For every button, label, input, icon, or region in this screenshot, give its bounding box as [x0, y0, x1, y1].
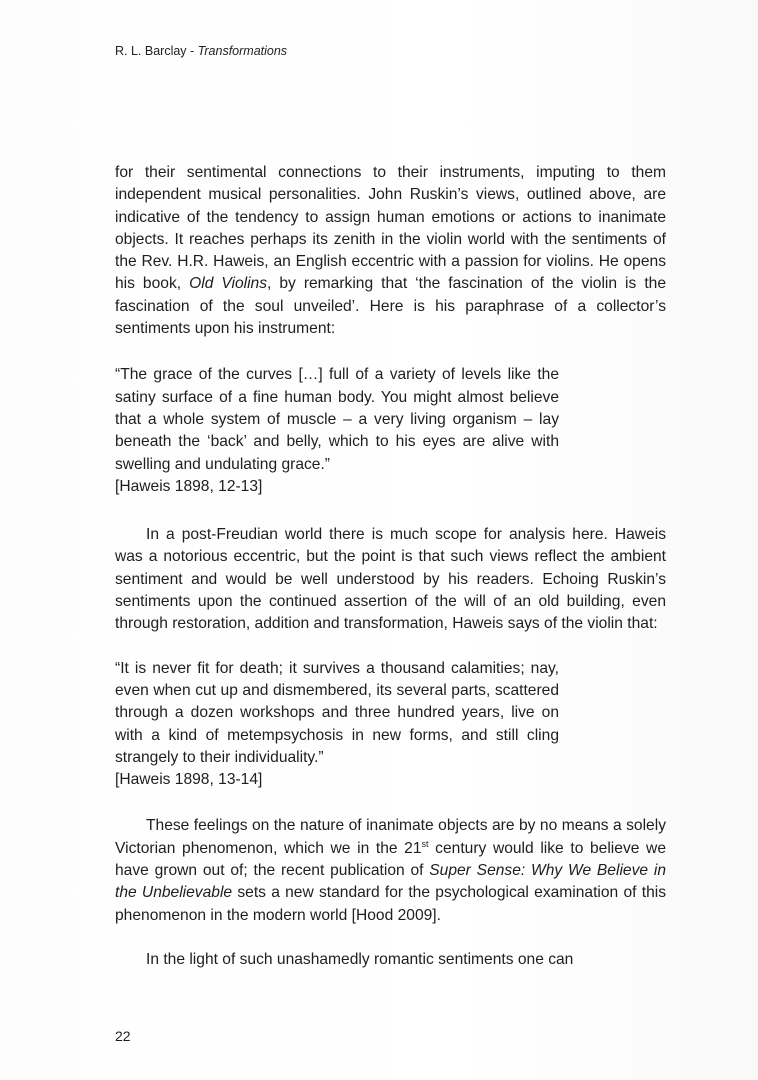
header-author: R. L. Barclay - — [115, 44, 198, 58]
superscript: st — [421, 838, 429, 849]
body-text — [115, 162, 666, 971]
book-title: Super Sense: Why We Believe in the Unbelievable — [115, 862, 666, 902]
paragraph-text: These feelings on the nature of inanimate objects are by no means a solely Victorian phenomenon, which we in the 21 — [115, 817, 666, 857]
paragraph: In the light of such unashamedly romantic sentiments one can — [146, 950, 574, 968]
book-title: Old Violins — [189, 275, 268, 293]
paragraph-text: , by remarking that ‘the fascination of the violin is the fascination of the soul unveiled’. Here is his paraphrase of a collector’s sentiments upon his instrument: — [115, 275, 666, 338]
block-quote: “It is never fit for death; it survives a thousand calamities; nay, even when cut up and dismembered, its several parts, scattered through a dozen workshops and three hundred years, live on with a kind of metempsychosis in new forms, and still cling strangely to their individuality.” — [115, 659, 559, 766]
paragraph-text: century would like to believe we have grown out of; the recent publication of — [115, 839, 666, 880]
quote-citation: [Haweis 1898, 13-14] — [115, 771, 263, 789]
paragraph-text: sets a new standard for the psychological examination of this phenomenon in the modern world [Hood 2009]. — [115, 884, 667, 924]
paragraph — [115, 162, 666, 340]
running-header — [115, 43, 287, 59]
block-quote: “The grace of the curves […] full of a variety of levels like the satiny surface of a fine human body. You might almost believe that a whole system of muscle – a very living organism – lay beneath the ‘back’ and belly, which to his eyes are alive with swelling and undulating grace.” — [115, 366, 559, 473]
paragraph: In a post-Freudian world there is much scope for analysis here. Haweis was a notorious eccentric, but the point is that such views reflect the ambient sentiment and would be well understood by his readers. Echoing Ruskin’s sentiments upon the continued assertion of the will of an old building, even through restoration, addition and transformation, Haweis says of the violin that: — [115, 526, 666, 633]
header-title: Transformations — [197, 44, 288, 58]
page-number: 22 — [115, 1028, 131, 1044]
paragraph — [115, 815, 666, 926]
quote-citation: [Haweis 1898, 12-13] — [115, 477, 263, 495]
paragraph-text: for their sentimental connections to their instruments, imputing to them independent musical personalities. John Ruskin’s views, outlined above, are indicative of the tendency to assign human emotions or actions to inanimate objects. It reaches perhaps its zenith in the violin world with the sentiments of the Rev. H.R. Haweis, an English eccentric with a passion for violins. He opens his book, — [115, 164, 666, 293]
